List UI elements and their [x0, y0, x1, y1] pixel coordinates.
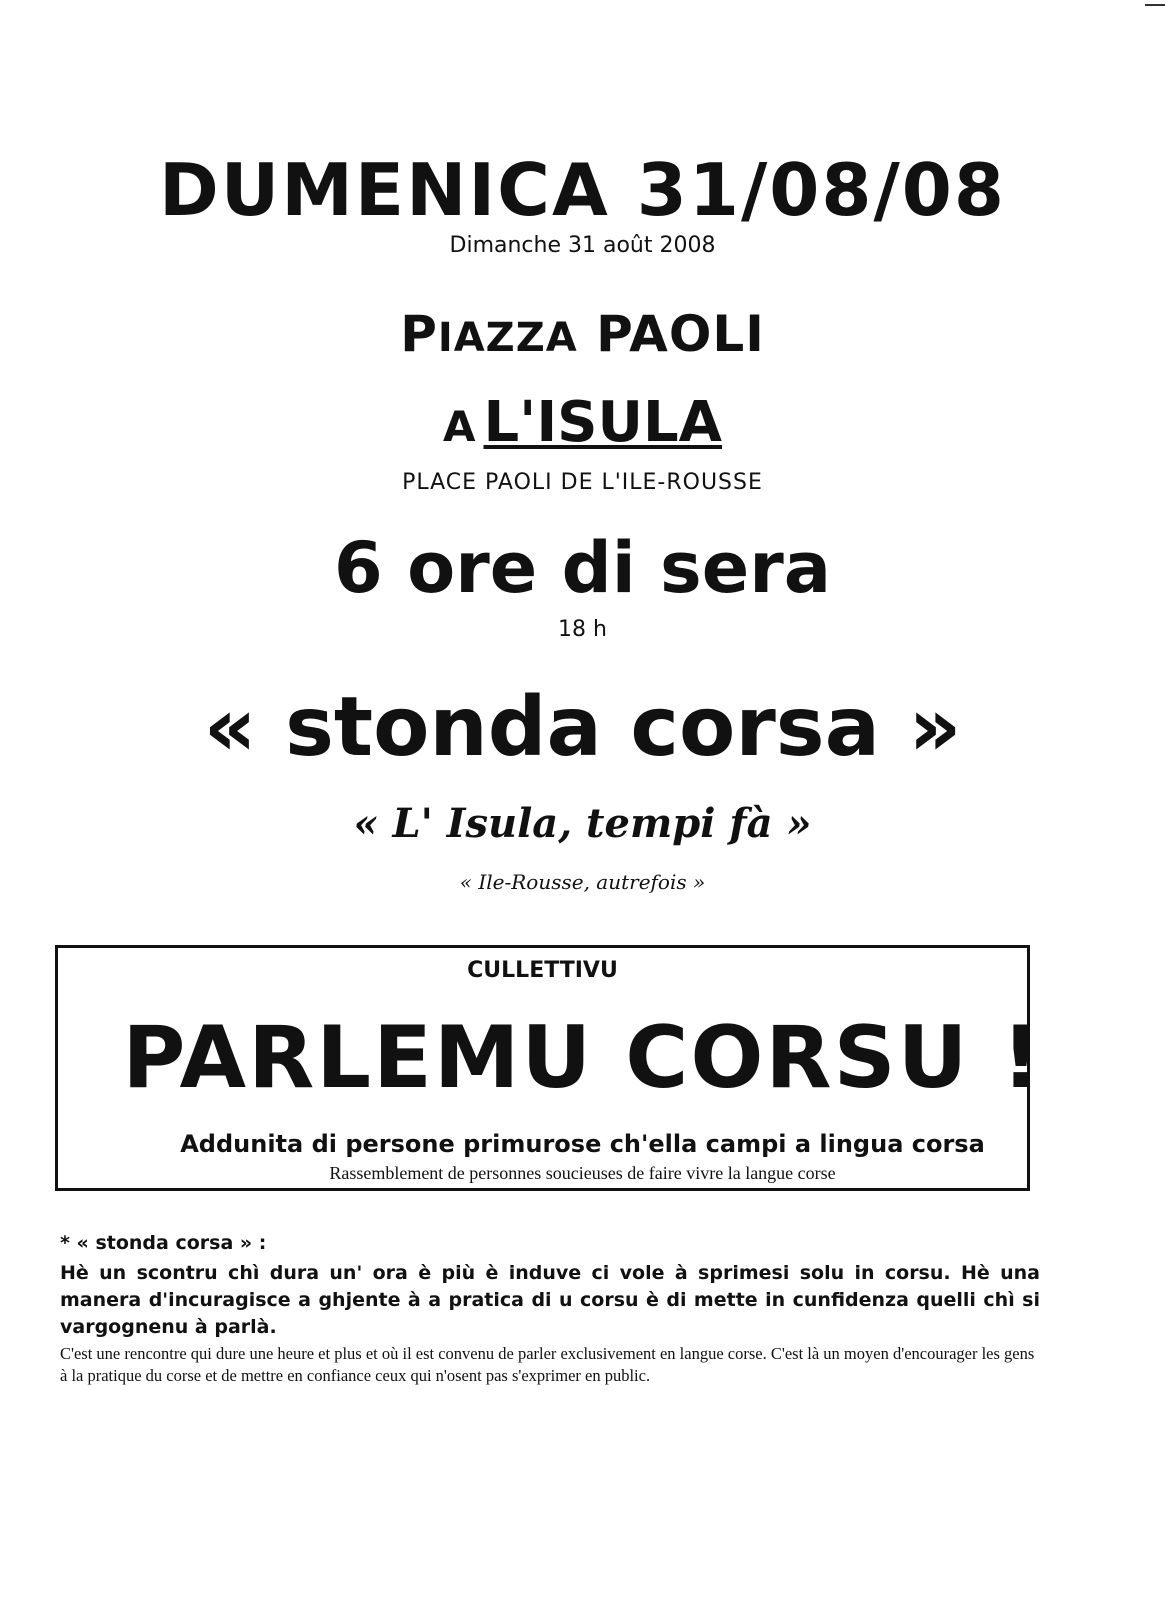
- isula-prefix: A: [442, 402, 476, 451]
- place-title: [0, 305, 1165, 363]
- isula-title: [0, 390, 1165, 455]
- scan-corner-mark: [1145, 4, 1165, 6]
- time-subtitle: 18 h: [558, 617, 607, 642]
- date-subtitle: Dimanche 31 août 2008: [449, 233, 716, 258]
- place-subtitle: PLACE PAOLI DE L'ILE-ROUSSE: [402, 470, 763, 495]
- footer-note: [60, 1232, 1040, 1387]
- collective-name: PARLEMU CORSU !: [122, 1008, 1043, 1108]
- event-subtitle-fr: « Ile-Rousse, autrefois »: [459, 870, 706, 894]
- event-title: « stonda corsa »: [203, 680, 962, 775]
- footer-text-co: Hè un scontru chì dura un' ora è più è induve ci vole à sprimesi solu in corsu. Hè una manera d'incuragisce a ghjente à a pratica di u corsu è di mette in cunfidenza quelli chì si vargognenu à parlà.: [60, 1262, 1040, 1338]
- collective-kicker: CULLETTIVU: [467, 958, 618, 983]
- place-name: PAOLI: [596, 305, 765, 363]
- date-title: DUMENICA 31/08/08: [159, 148, 1006, 232]
- event-subtitle: « L' Isula, tempi fà »: [353, 800, 812, 847]
- place-rest: IAZZA: [437, 315, 578, 361]
- footer-term: * « stonda corsa » :: [60, 1232, 267, 1254]
- collective-description: Addunita di persone primurose ch'ella campi a lingua corsa: [180, 1130, 985, 1158]
- footer-text-fr: C'est une rencontre qui dure une heure et plus et où il est convenu de parler exclusivement en langue corse. C'est là un moyen d'encourager les gens à la pratique du corse et de mettre en confiance ceux qui n'osent pas s'exprimer en public.: [60, 1343, 1035, 1386]
- time-title: 6 ore di sera: [334, 527, 831, 609]
- isula-name: L'ISULA: [483, 390, 722, 455]
- place-first-letter: P: [400, 305, 438, 363]
- collective-description-fr: Rassemblement de personnes soucieuses de faire vivre la langue corse: [329, 1163, 836, 1183]
